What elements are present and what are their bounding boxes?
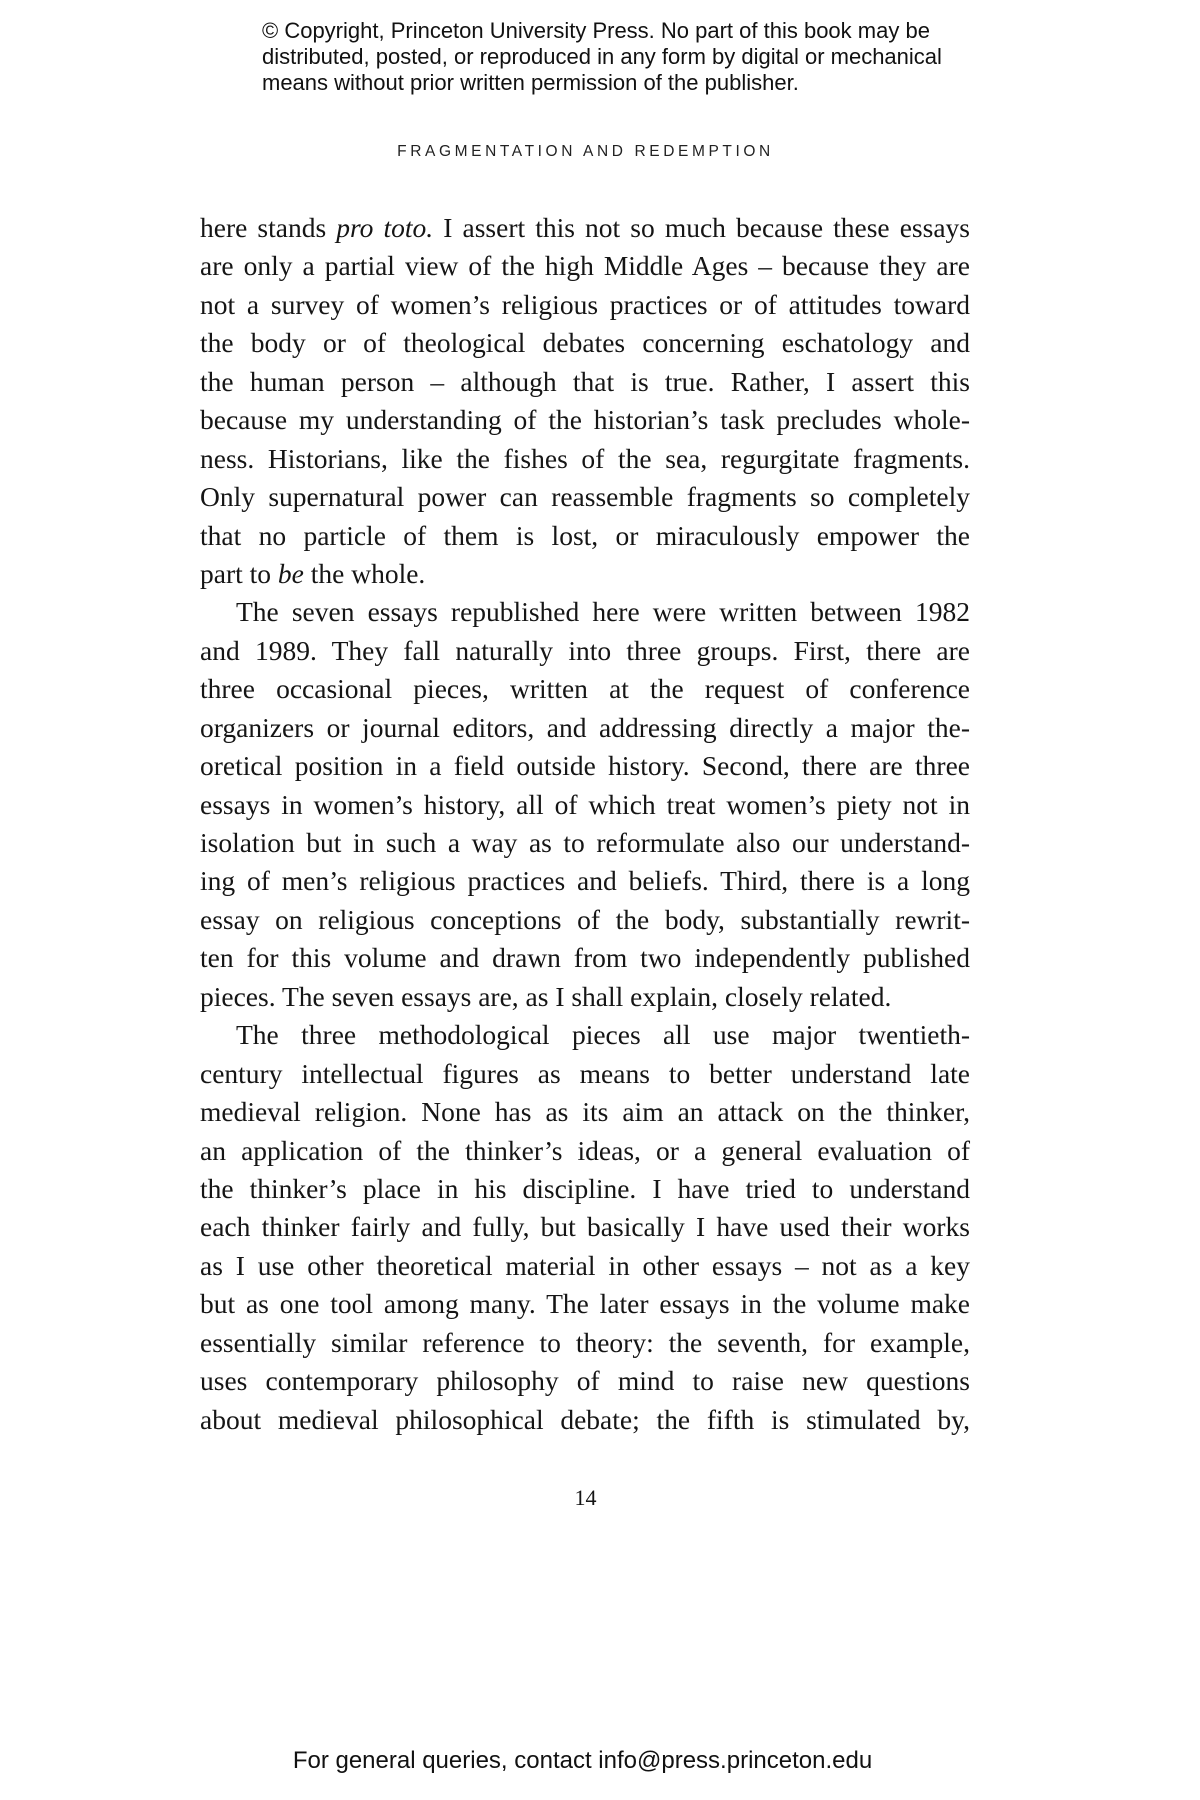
text-line: the human person – although that is true. Rather, I assert this <box>200 365 970 397</box>
running-head: FRAGMENTATION AND REDEMPTION <box>397 143 774 160</box>
text-line: isolation but in such a way as to reformulate also our understand- <box>200 827 970 858</box>
paragraph-1 <box>200 209 970 593</box>
text-line: because my understanding of the historian’s task precludes whole- <box>200 404 970 436</box>
text-line: ing of men’s religious practices and beliefs. Third, there is a long <box>200 865 970 897</box>
paragraph-3 <box>200 1016 970 1439</box>
body-text <box>200 209 970 1439</box>
text-line: the thinker’s place in his discipline. I have tried to understand <box>200 1172 970 1204</box>
text-line: oretical position in a field outside history. Second, there are three <box>200 750 970 782</box>
text-line: century intellectual figures as means to better understand late <box>200 1057 970 1089</box>
copyright-line: means without prior written permission of the publisher. <box>262 70 799 95</box>
italic-phrase: pro toto. <box>336 212 434 243</box>
text-line: are only a partial view of the high Middle Ages – because they are <box>200 250 970 282</box>
text-line: The seven essays republished here were written between 1982 <box>236 596 970 628</box>
text-line: medieval religion. None has as its aim an attack on the thinker, <box>200 1096 970 1128</box>
text-line: each thinker fairly and fully, but basically I have used their works <box>200 1211 970 1243</box>
text-line: about medieval philosophical debate; the fifth is stimulated by, <box>200 1403 970 1435</box>
text-line: essentially similar reference to theory: the seventh, for example, <box>200 1326 970 1358</box>
text-line: ness. Historians, like the fishes of the sea, regurgitate fragments. <box>200 442 970 474</box>
text-line: pieces. The seven essays are, as I shall explain, closely related. <box>200 980 892 1012</box>
text-line: the body or of theological debates concerning eschatology and <box>200 327 970 359</box>
text-line: not a survey of women’s religious practices or of attitudes toward <box>200 288 970 320</box>
page-number: 14 <box>574 1485 597 1510</box>
italic-word: be <box>277 557 304 589</box>
text-line: an application of the thinker’s ideas, or a general evaluation of <box>200 1134 970 1166</box>
footer-contact: For general queries, contact info@press.princeton.edu <box>292 1747 873 1774</box>
paragraph-2 <box>200 593 970 1016</box>
text-line: organizers or journal editors, and addressing directly a major the- <box>200 711 970 743</box>
text-line: essays in women’s history, all of which treat women’s piety not in <box>200 788 970 820</box>
text-line: and 1989. They fall naturally into three groups. First, there are <box>200 634 970 666</box>
text-line: Only supernatural power can reassemble fragments so completely <box>200 481 970 513</box>
text-line: that no particle of them is lost, or miraculously empower the <box>200 519 970 551</box>
copyright-notice <box>262 18 1022 96</box>
text-line: uses contemporary philosophy of mind to raise new questions <box>200 1365 970 1397</box>
text-line: but as one tool among many. The later essays in the volume make <box>200 1288 970 1320</box>
text-line: three occasional pieces, written at the request of conference <box>200 673 970 705</box>
copyright-line: distributed, posted, or reproduced in any form by digital or mechanical <box>262 44 942 69</box>
text-line: as I use other theoretical material in other essays – not as a key <box>200 1249 970 1281</box>
text-line: part to be the whole. <box>200 557 426 589</box>
text-line: essay on religious conceptions of the body, substantially rewrit- <box>200 903 970 935</box>
copyright-line: © Copyright, Princeton University Press. No part of this book may be <box>262 18 930 43</box>
text-line: ten for this volume and drawn from two independently published <box>200 942 970 974</box>
text-line: The three methodological pieces all use major twentieth- <box>236 1019 970 1051</box>
text-line: here stands pro toto. I assert this not so much because these essays <box>200 212 970 243</box>
